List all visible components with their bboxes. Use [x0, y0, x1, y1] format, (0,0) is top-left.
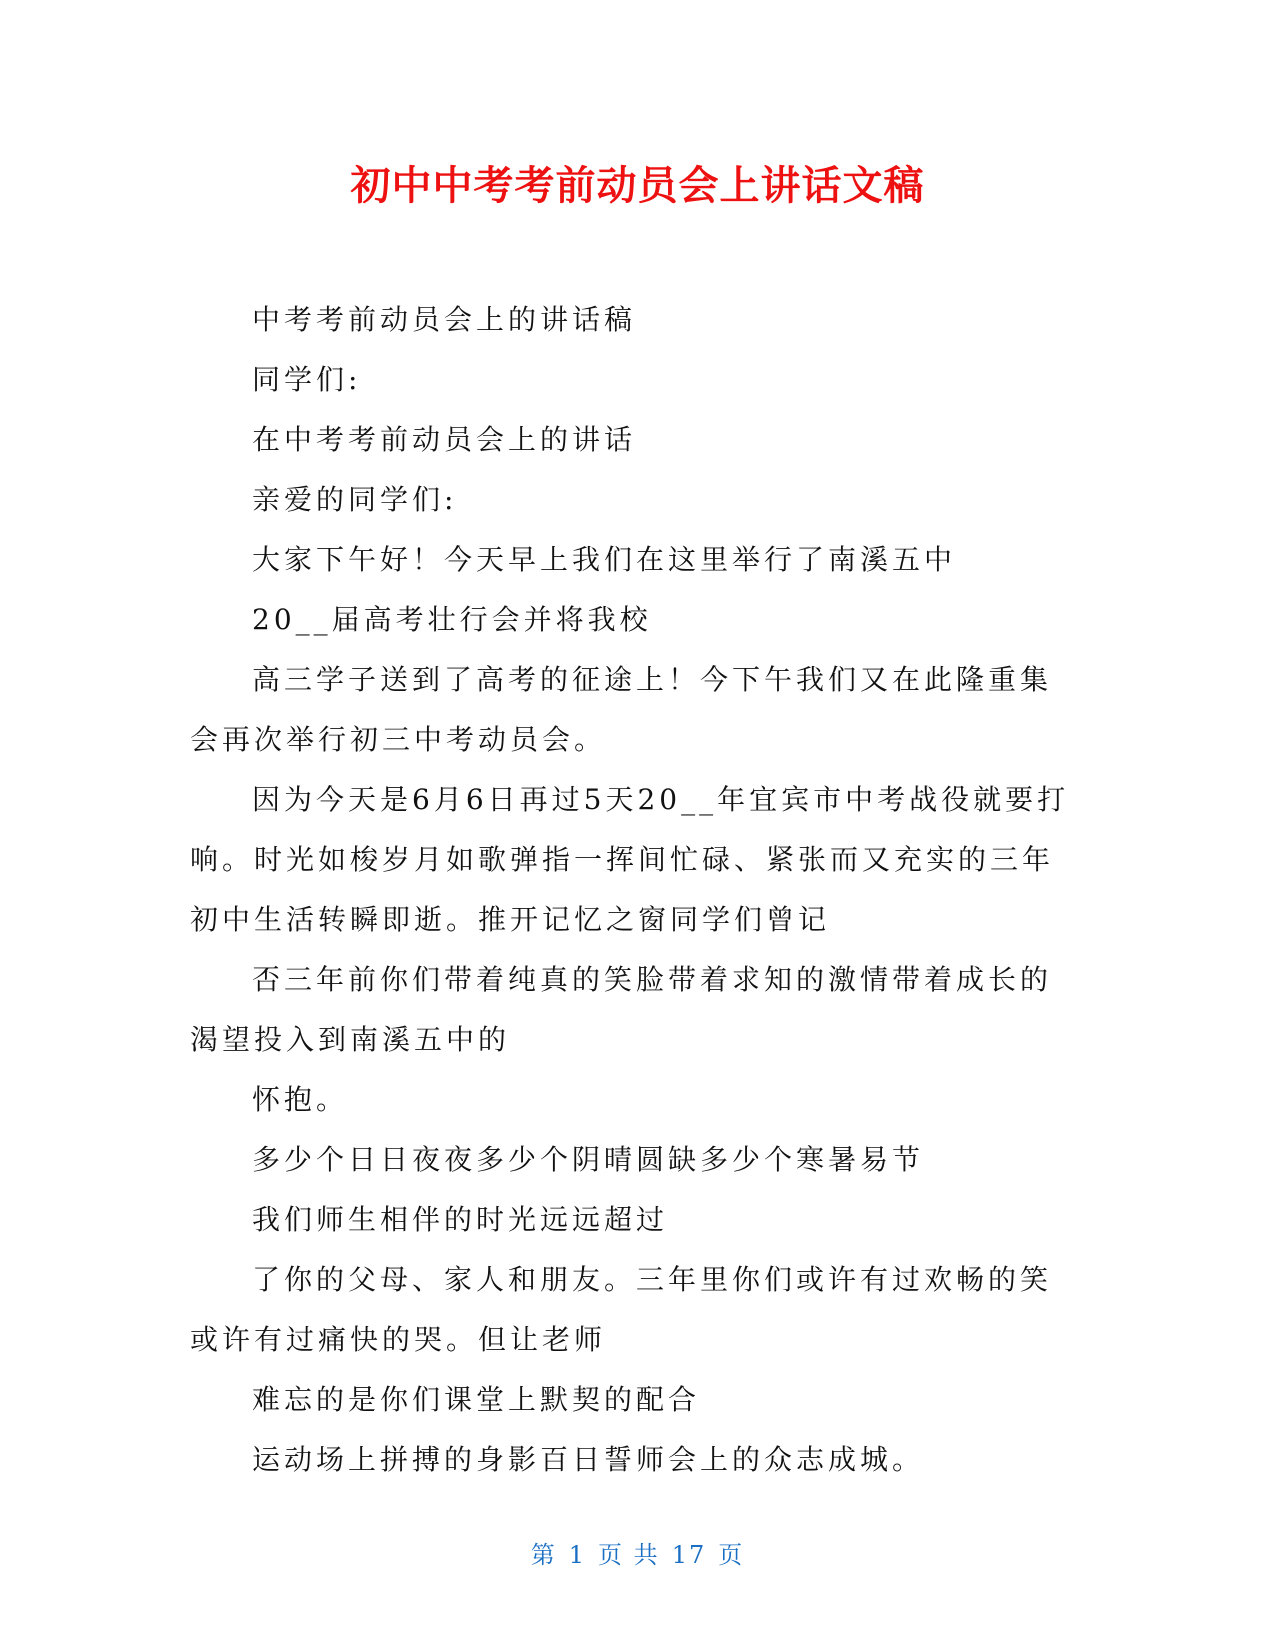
paragraph: 运动场上拼搏的身影百日誓师会上的众志成城。 [252, 1443, 925, 1476]
paragraph: 因为今天是6月6日再过5天20__年宜宾市中考战役就要打响。时光如梭岁月如歌弹指一挥间忙碌、紧张而又充实的三年初中生活转瞬即逝。推开记忆之窗同学们曾记 [190, 783, 1070, 936]
footer-total-pages: 17 [671, 1541, 707, 1569]
paragraph: 我们师生相伴的时光远远超过 [252, 1203, 669, 1236]
paragraph: 同学们: [252, 363, 362, 396]
footer-prefix: 第 [530, 1541, 557, 1569]
paragraph: 高三学子送到了高考的征途上！今下午我们又在此隆重集会再次举行初三中考动员会。 [190, 663, 1053, 756]
paragraph: 中考考前动员会上的讲话稿 [252, 303, 637, 336]
document-body [190, 290, 1070, 1490]
paragraph: 怀抱。 [252, 1083, 349, 1116]
paragraph: 在中考考前动员会上的讲话 [252, 423, 637, 456]
paragraph: 亲爱的同学们: [252, 483, 458, 516]
document-title: 初中中考考前动员会上讲话文稿 [350, 163, 925, 209]
paragraph: 20__届高考壮行会并将我校 [252, 603, 652, 636]
paragraph: 大家下午好！今天早上我们在这里举行了南溪五中 [252, 543, 957, 576]
footer-page-number: 1 [568, 1541, 587, 1569]
paragraph: 否三年前你们带着纯真的笑脸带着求知的激情带着成长的渴望投入到南溪五中的 [190, 963, 1053, 1056]
footer-middle: 页 共 [598, 1541, 660, 1569]
footer-suffix: 页 [718, 1541, 745, 1569]
paragraph: 了你的父母、家人和朋友。三年里你们或许有过欢畅的笑或许有过痛快的哭。但让老师 [190, 1263, 1053, 1356]
paragraph: 多少个日日夜夜多少个阴晴圆缺多少个寒暑易节 [252, 1143, 925, 1176]
page-footer [0, 1538, 1275, 1572]
paragraph: 难忘的是你们课堂上默契的配合 [252, 1383, 701, 1416]
